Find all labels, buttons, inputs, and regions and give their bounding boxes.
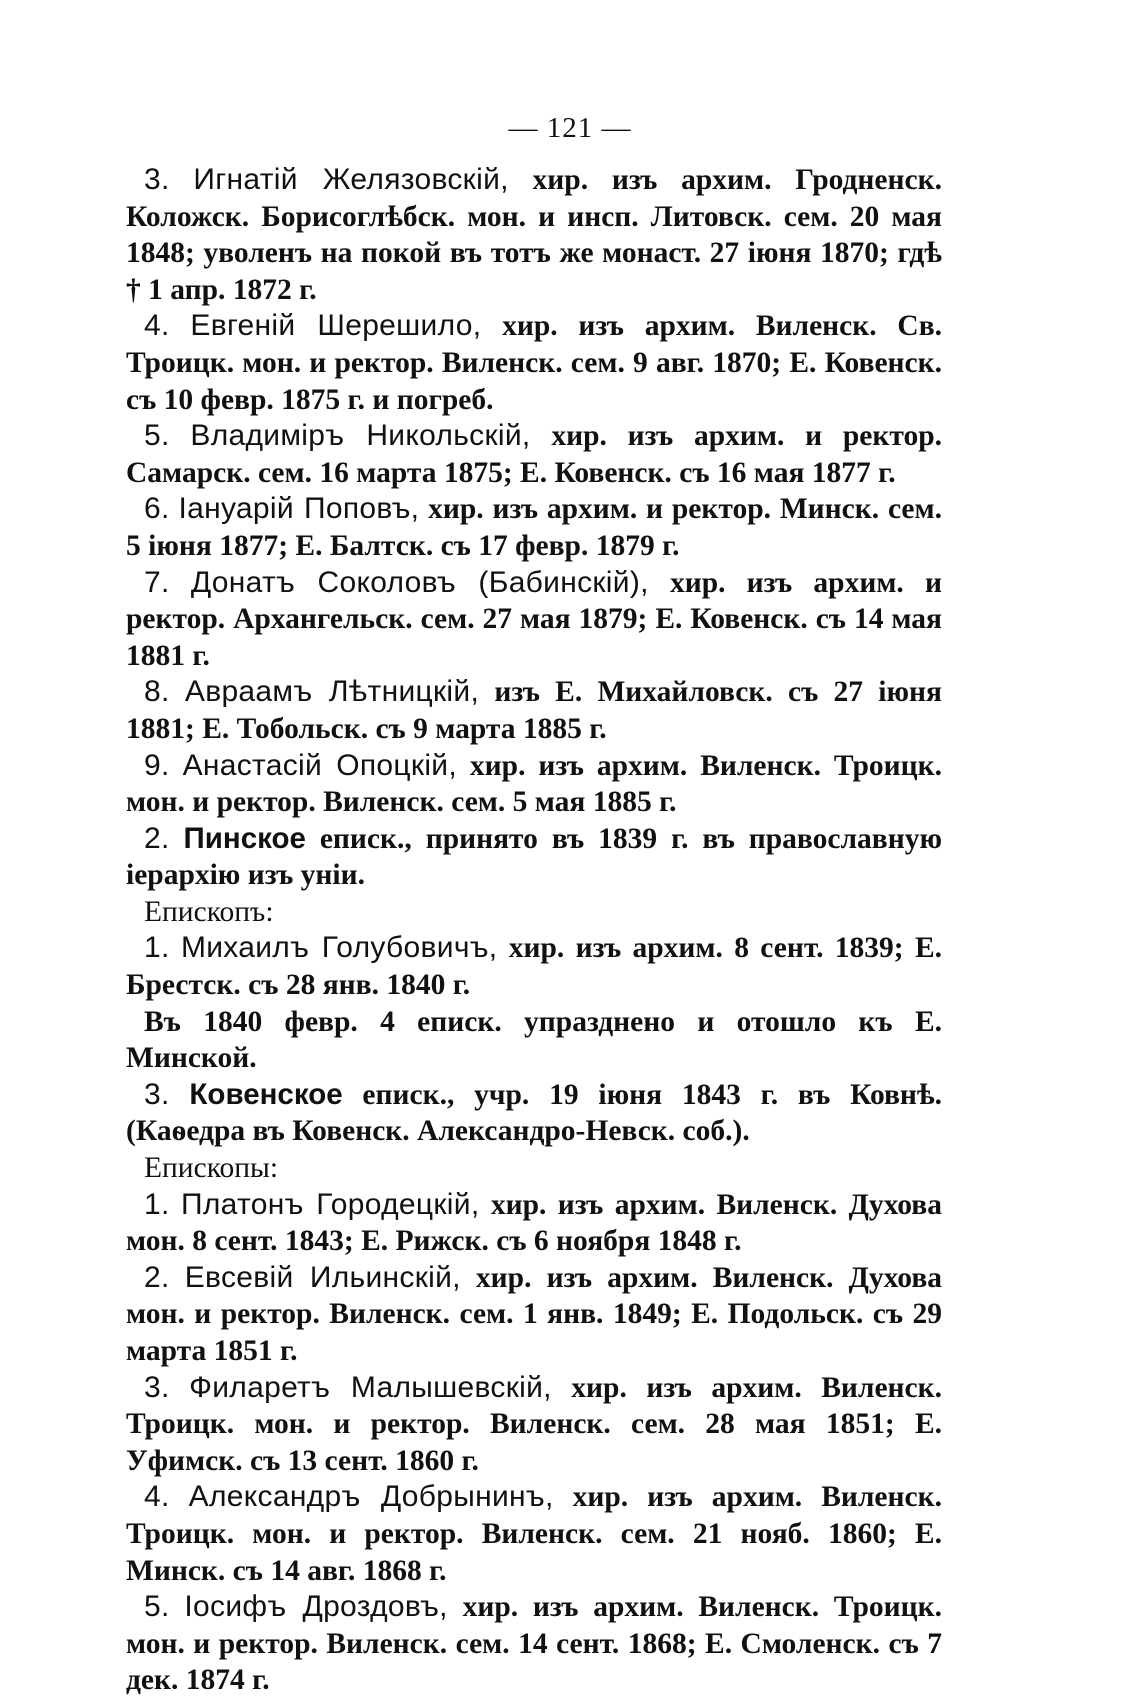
entry-5: 5. Владиміръ Никольскій, хир. изъ архим. и ректор. Самарск. сем. 16 марта 1875; Е. Ковенск. съ 16 мая 1877 г.: [126, 419, 943, 489]
entry-9: 9. Анастасій Опоцкій, хир. изъ архим. Виленск. Троицк. мон. и ректор. Виленск. сем. 5 мая 1885 г.: [126, 748, 942, 819]
entry-8: 8. Авраамъ Лѣтницкій, изъ Е. Михайловск. съ 27 іюня 1881; Е. Тобольск. съ 9 марта 1885 г.: [126, 675, 942, 745]
entry-4: 4. Евгеній Шерешило, хир. изъ архим. Виленск. Св. Троицк. мон. и ректор. Виленск. сем. 9 авг. 1870; Е. Ковенск. съ 10 февр. 1875 г. и погреб.: [126, 309, 943, 416]
kovno-bishop-1: 1. Платонъ Городецкій, хир. изъ архим. Виленск. Духова мон. 8 сент. 1843; Е. Рижск. съ 6 ноября 1848 г.: [126, 1187, 942, 1258]
kovno-bishop-5: 5. Іосифъ Дроздовъ, хир. изъ архим. Виленск. Троицк. мон. и ректор. Виленск. сем. 14 сент. 1868; Е. Смоленск. съ 7 дек. 1874 г.: [126, 1590, 942, 1697]
pinsk-heading: 2. Пинское еписк., принято въ 1839 г. въ православную іерархію изъ уніи.: [126, 821, 942, 892]
kovno-bishops-label: Епископы:: [144, 1152, 279, 1185]
entry-3: 3. Игнатій Желязовскій, хир. изъ архим. Гродненск. Коложск. Борисоглѣбск. мон. и инсп. Литовск. сем. 20 мая 1848; уволенъ на покой въ тотъ же монаст. 27 іюня 1870; гдѣ † 1 апр. 1872 г.: [126, 163, 942, 306]
pinsk-bishops-label: Епископъ:: [144, 895, 274, 928]
pinsk-bishop-1: 1. Михаилъ Голубовичъ, хир. изъ архим. 8 сент. 1839; Е. Брестск. съ 28 янв. 1840 г.: [126, 931, 942, 1002]
kovno-bishop-2: 2. Евсевій Ильинскій, хир. изъ архим. Виленск. Духова мон. и ректор. Виленск. сем. 1 янв. 1849; Е. Подольск. съ 29 марта 1851 г.: [126, 1260, 942, 1367]
entry-7: 7. Донатъ Соколовъ (Бабинскій), хир. изъ архим. и ректор. Архангельск. сем. 27 мая 1879; Е. Ковенск. съ 14 мая 1881 г.: [126, 565, 942, 672]
kovno-bishop-4: 4. Александръ Добрынинъ, хир. изъ архим. Виленск. Троицк. мон. и ректор. Виленск. сем. 21 нояб. 1860; Е. Минск. съ 14 авг. 1868 г.: [126, 1480, 942, 1587]
page-number: — 121 —: [508, 112, 632, 144]
main-text: [126, 162, 942, 1699]
kovno-heading: 3. Ковенское еписк., учр. 19 іюня 1843 г. въ Ковнѣ. (Каѳедра въ Ковенск. Александро-Невск. соб.).: [126, 1077, 943, 1148]
pinsk-note: Въ 1840 февр. 4 еписк. упразднено и отошло къ Е. Минской.: [126, 1005, 942, 1075]
entry-6: 6. Іануарій Поповъ, хир. изъ архим. и ректор. Минск. сем. 5 іюня 1877; Е. Балтск. съ 17 февр. 1879 г.: [126, 492, 942, 562]
kovno-bishop-3: 3. Филаретъ Малышевскій, хир. изъ архим. Виленск. Троицк. мон. и ректор. Виленск. сем. 28 мая 1851; Е. Уфимск. съ 13 сент. 1860 г.: [126, 1370, 942, 1477]
